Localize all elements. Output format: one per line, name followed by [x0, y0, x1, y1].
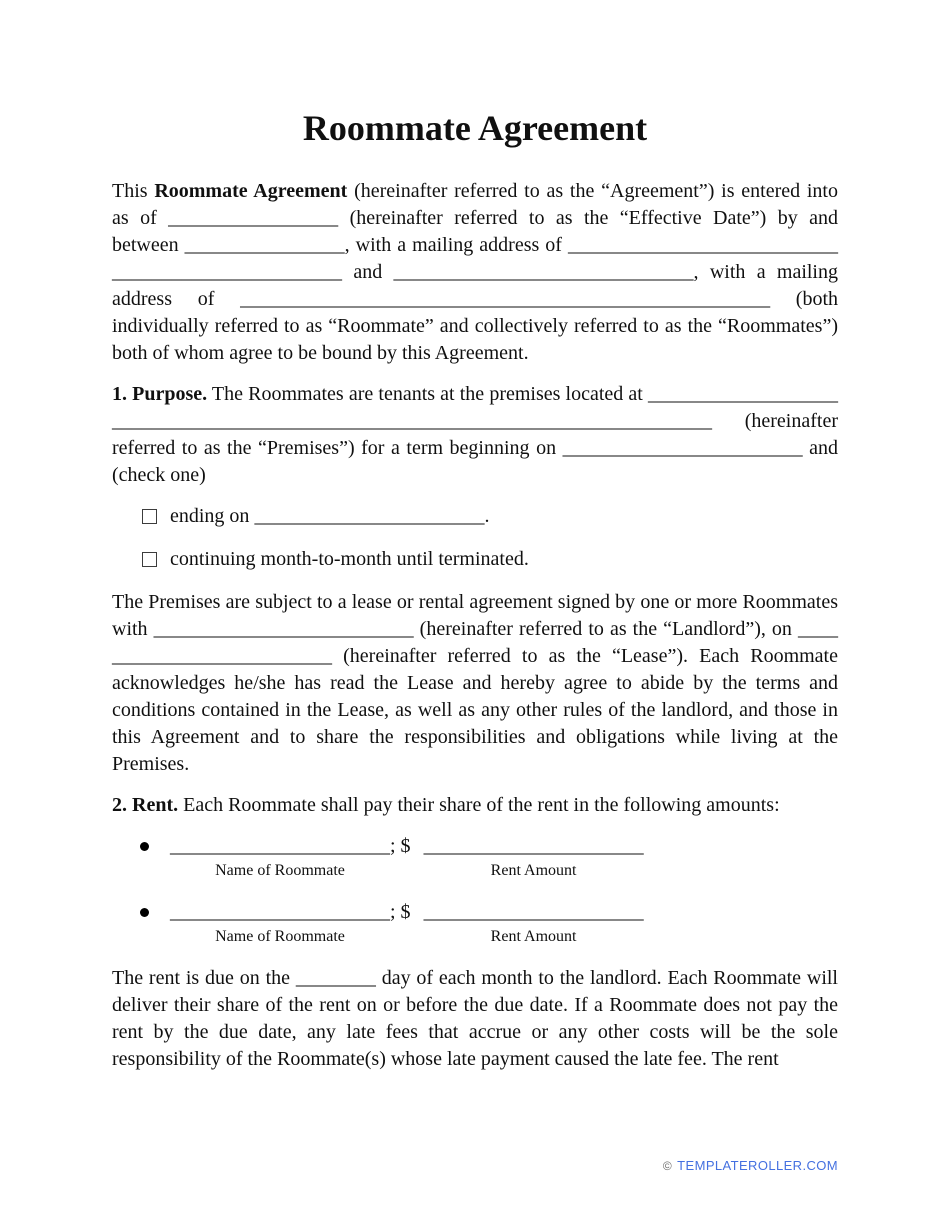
rent-shares-list	[112, 833, 838, 947]
text-run: (both individually referred to as “Roommate” and collectively referred to as the “Roommates”) both of whom agree to be bound by this Agreement.	[112, 288, 839, 364]
roommate-name-label: Name of Roommate	[215, 862, 345, 879]
amount-separator: ; $	[390, 835, 416, 857]
rent-share-item	[140, 899, 838, 947]
roommate-name-blank: ______________________	[170, 901, 390, 923]
text-run: day of each month to the landlord. Each Roommate will deliver their share of the rent on or before the due date. If a Roommate does not pay the rent by the due date, any late fees that accrue or any other costs will be the sole responsibility of the Roommate(s) whose late payment caused the late fee. The rent	[112, 967, 838, 1070]
term-option-month-to-month-label	[170, 546, 529, 573]
bullet-icon	[140, 842, 149, 851]
text-run: (hereinafter referred to as the “Lease”). Each Roommate acknowledges he/she has read the Lease and hereby agree to abide by the terms and conditions contained in the Lease, as well as any other rules of the landlord, and those in this Agreement and to share the responsibilities and obligations while living at the Premises.	[112, 645, 838, 775]
bold-text: Roommate Agreement	[154, 180, 348, 202]
checkbox-icon[interactable]	[142, 552, 157, 567]
blank-field: ________________	[184, 234, 345, 256]
text-run: and	[342, 261, 394, 283]
intro-paragraph	[112, 178, 838, 367]
blank-field: _______________________________________________________________________________	[112, 383, 839, 432]
text-run: The Premises are subject to a lease or rental agreement signed by one or more Roommates with	[112, 591, 838, 640]
bullet-icon	[140, 908, 149, 917]
text-run: This	[112, 180, 155, 202]
text-run: The rent is due on the	[112, 967, 296, 989]
templateroller-link[interactable]: TEMPLATEROLLER.COM	[677, 1158, 838, 1173]
text-run: .	[484, 505, 490, 527]
term-options	[112, 503, 838, 573]
term-option-ending-on-label	[170, 503, 489, 530]
text-run: Each Roommate shall pay their share of the rent in the following amounts:	[178, 794, 780, 816]
text-run: , with a mailing address of	[344, 234, 568, 256]
rent-amount-label: Rent Amount	[490, 928, 577, 945]
blank-field: ______________________________	[393, 261, 694, 283]
text-run: (hereinafter referred to as the “Premises”) for a term beginning on	[112, 410, 838, 459]
blank-field: _________________	[168, 207, 339, 229]
text-run: (hereinafter referred to as the “Landlord”), on	[413, 618, 798, 640]
text-run: and (check one)	[112, 437, 838, 486]
text-run: The Roommates are tenants at the premises located at	[207, 383, 649, 405]
amount-separator: ; $	[390, 901, 416, 923]
text-run: continuing month-to-month until terminated.	[170, 548, 529, 570]
checkbox-icon[interactable]	[142, 509, 157, 524]
page-footer	[663, 1152, 838, 1180]
rent-amount-label: Rent Amount	[490, 862, 577, 879]
text-run: (hereinafter referred to as the “Agreement”) is entered into as of	[112, 180, 838, 229]
text-run: , with a mailing address of	[112, 261, 838, 310]
rent-amount-blank: ______________________	[423, 901, 644, 923]
blank-field: __________________________________________________	[112, 234, 838, 283]
blank-field: ________	[295, 967, 376, 989]
bold-text: 1. Purpose.	[112, 383, 208, 405]
roommate-name-label: Name of Roommate	[215, 928, 345, 945]
blank-field: ________________________	[562, 437, 803, 459]
copyright-icon: ©	[662, 1159, 673, 1173]
roommate-name-blank: ______________________	[170, 835, 390, 857]
rent-due-paragraph	[112, 965, 838, 1073]
blank-field: _____________________________________________________	[240, 288, 771, 310]
blank-field: __________________________	[112, 618, 838, 667]
rent-share-item	[140, 833, 838, 881]
rent-amount-blank: ______________________	[423, 835, 644, 857]
text-run: (hereinafter referred to as the “Effective Date”) by and between	[112, 207, 838, 256]
rent-intro-paragraph	[112, 792, 838, 819]
term-option-month-to-month	[142, 546, 838, 573]
blank-field: _______________________	[254, 505, 485, 527]
page-title: Roommate Agreement	[302, 108, 648, 148]
lease-paragraph	[112, 589, 838, 778]
bold-text: 2. Rent.	[112, 794, 179, 816]
purpose-paragraph	[112, 381, 838, 489]
text-run: ending on	[170, 505, 255, 527]
blank-field: __________________________	[153, 618, 414, 640]
term-option-ending-on	[142, 503, 838, 530]
